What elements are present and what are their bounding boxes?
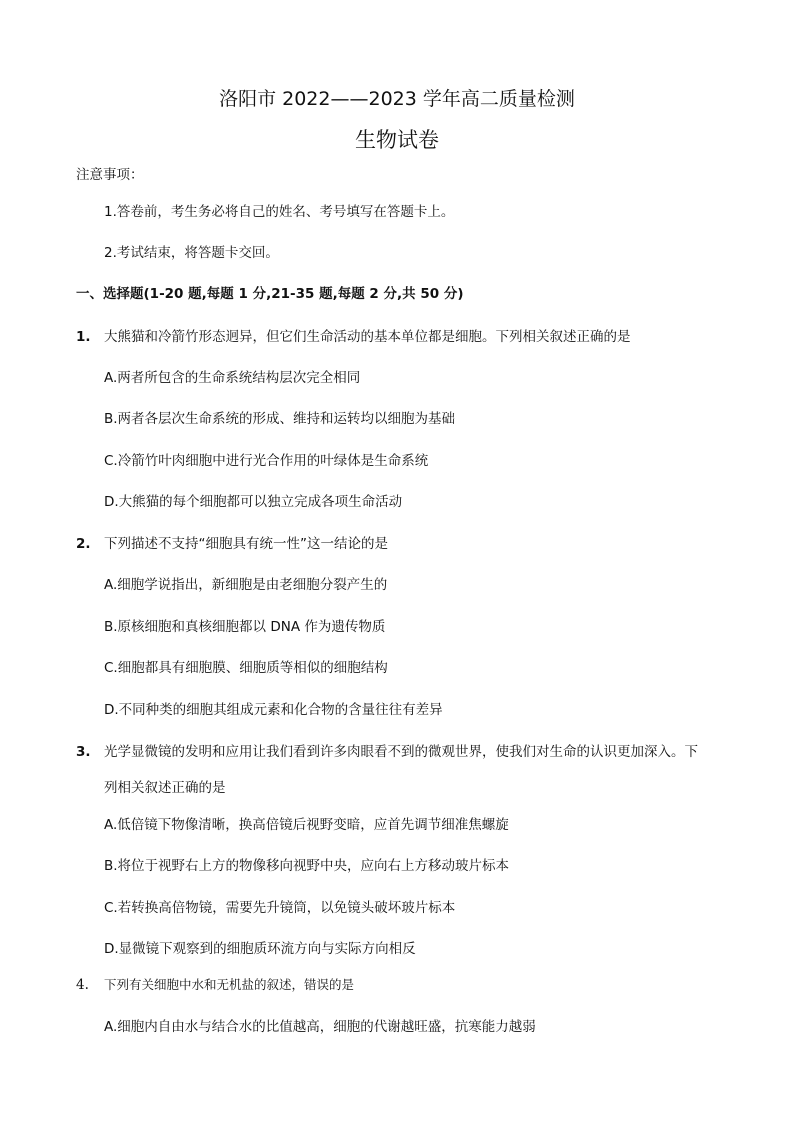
question-3-option-c: C.若转换高倍物镜，需要先升镜筒，以免镜头破坏玻片标本 <box>104 900 456 916</box>
question-1-number: 1. <box>76 329 91 345</box>
question-2-option-a: A.细胞学说指出，新细胞是由老细胞分裂产生的 <box>104 577 388 593</box>
question-3-option-d: D.显微镜下观察到的细胞质环流方向与实际方向相反 <box>104 941 416 957</box>
section-heading: 一、选择题(1-20 题,每题 1 分,21-35 题,每题 2 分,共 50 分) <box>76 286 464 302</box>
question-2-option-d: D.不同种类的细胞其组成元素和化合物的含量往往有差异 <box>104 702 443 718</box>
question-2-option-c: C.细胞都具有细胞膜、细胞质等相似的细胞结构 <box>104 660 388 676</box>
question-2-number: 2. <box>76 536 91 552</box>
question-1-option-d: D.大熊猫的每个细胞都可以独立完成各项生命活动 <box>104 494 403 510</box>
question-1-stem: 大熊猫和冷箭竹形态迥异，但它们生命活动的基本单位都是细胞。下列相关叙述正确的是 <box>104 329 631 345</box>
question-3-stem-line-1: 光学显微镜的发明和应用让我们看到许多肉眼看不到的微观世界，使我们对生命的认识更加深入。下 <box>104 744 698 760</box>
question-4-option-a: A.细胞内自由水与结合水的比值越高，细胞的代谢越旺盛，抗寒能力越弱 <box>104 1019 536 1035</box>
question-1-option-c: C.冷箭竹叶肉细胞中进行光合作用的叶绿体是生命系统 <box>104 453 429 469</box>
question-3-option-a: A.低倍镜下物像清晰，换高倍镜后视野变暗，应首先调节细准焦螺旋 <box>104 817 509 833</box>
question-3-stem-line-2: 列相关叙述正确的是 <box>104 780 226 796</box>
notice-heading: 注意事项： <box>76 167 144 183</box>
question-3-option-b: B.将位于视野右上方的物像移向视野中央，应向右上方移动玻片标本 <box>104 858 510 874</box>
question-2-option-b: B.原核细胞和真核细胞都以 DNA 作为遗传物质 <box>104 619 386 635</box>
notice-item-1: 1.答卷前，考生务必将自己的姓名、考号填写在答题卡上。 <box>104 204 455 220</box>
question-1-option-b: B.两者各层次生命系统的形成、维持和运转均以细胞为基础 <box>104 411 456 427</box>
question-3-number: 3. <box>76 744 91 760</box>
exam-subject-title: 生物试卷 <box>355 128 439 152</box>
question-1-option-a: A.两者所包含的生命系统结构层次完全相同 <box>104 370 361 386</box>
notice-item-2: 2.考试结束，将答题卡交回。 <box>104 245 279 261</box>
question-2-stem: 下列描述不支持“细胞具有统一性”这一结论的是 <box>104 536 388 552</box>
question-4-stem: 下列有关细胞中水和无机盐的叙述，错误的是 <box>104 977 355 992</box>
exam-title: 洛阳市 2022——2023 学年高二质量检测 <box>219 88 575 110</box>
question-4-number: 4. <box>76 977 89 993</box>
